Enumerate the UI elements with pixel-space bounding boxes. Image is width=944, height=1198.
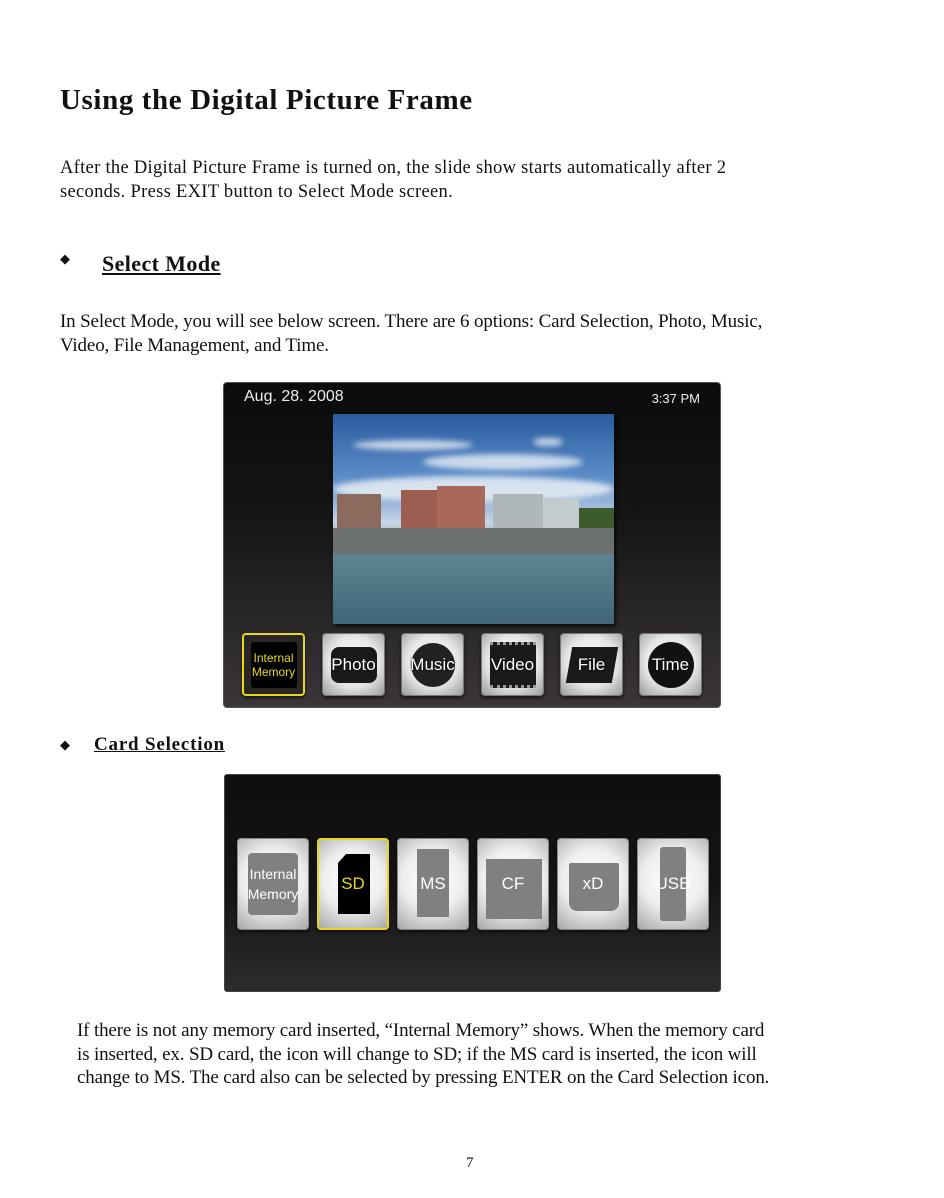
select-mode-screen	[223, 382, 721, 708]
mode-tile-label: Internal Memory	[251, 650, 296, 679]
mode-tile-label: Video	[490, 654, 535, 674]
card-tile-label: SD	[341, 874, 365, 893]
card-selection-line-2: is inserted, ex. SD card, the icon will change to SD; if the MS card is inserted, the icon will	[77, 1043, 757, 1065]
intro-line-1: After the Digital Picture Frame is turned on, the slide show starts automatically after 2	[60, 158, 727, 178]
intro-line-2: seconds. Press EXIT button to Select Mode screen.	[60, 181, 454, 202]
mode-tile-label: Photo	[331, 654, 376, 674]
card-selection-screen	[224, 774, 721, 992]
select-mode-line-1: In Select Mode, you will see below screen. There are 6 options: Card Selection, Photo, Music,	[60, 311, 763, 332]
card-tile-label: xD	[582, 874, 604, 893]
card-tile-internal-memory[interactable]	[237, 838, 309, 930]
mode-tile-label: File	[577, 654, 606, 674]
select-mode-line-2: Video, File Management, and Time.	[60, 334, 329, 356]
date-display: Aug. 28. 2008	[244, 388, 344, 405]
select-mode-heading-row	[60, 250, 70, 268]
card-tile-xd[interactable]	[557, 838, 629, 930]
intro-paragraph	[60, 157, 920, 204]
card-selection-heading-row	[60, 736, 70, 754]
card-tile-cf[interactable]	[477, 838, 549, 930]
card-tile-label: USB	[655, 874, 691, 893]
page-number: 7	[466, 1155, 474, 1171]
bullet-diamond-icon: ◆	[60, 737, 70, 752]
card-selection-description	[77, 1019, 927, 1090]
slideshow-photo	[333, 414, 614, 624]
select-mode-description	[60, 310, 930, 357]
mode-tile-time[interactable]	[639, 633, 702, 696]
card-selection-heading: Card Selection	[94, 734, 225, 755]
mode-tile-label: Time	[651, 654, 690, 674]
mode-tile-internal-memory[interactable]	[242, 633, 305, 696]
card-tile-sd[interactable]	[317, 838, 389, 930]
card-selection-line-1: If there is not any memory card inserted, “Internal Memory” shows. When the memory card	[77, 1020, 765, 1041]
mode-tile-video[interactable]	[481, 633, 544, 696]
card-tile-usb[interactable]	[637, 838, 709, 930]
card-tile-label: Internal Memory	[247, 866, 299, 902]
page-title: Using the Digital Picture Frame	[60, 84, 473, 116]
time-display: 3:37 PM	[651, 391, 700, 406]
mode-tile-file[interactable]	[560, 633, 623, 696]
card-tile-label: CF	[501, 874, 525, 893]
select-mode-heading: Select Mode	[102, 251, 221, 276]
card-tile-ms[interactable]	[397, 838, 469, 930]
card-selection-line-3: change to MS. The card also can be selected by pressing ENTER on the Card Selection icon.	[77, 1067, 770, 1088]
mode-tile-photo[interactable]	[322, 633, 385, 696]
bullet-diamond-icon: ◆	[60, 251, 70, 266]
mode-tile-label: Music	[410, 654, 455, 674]
mode-tile-music[interactable]	[401, 633, 464, 696]
card-tile-label: MS	[420, 874, 446, 893]
